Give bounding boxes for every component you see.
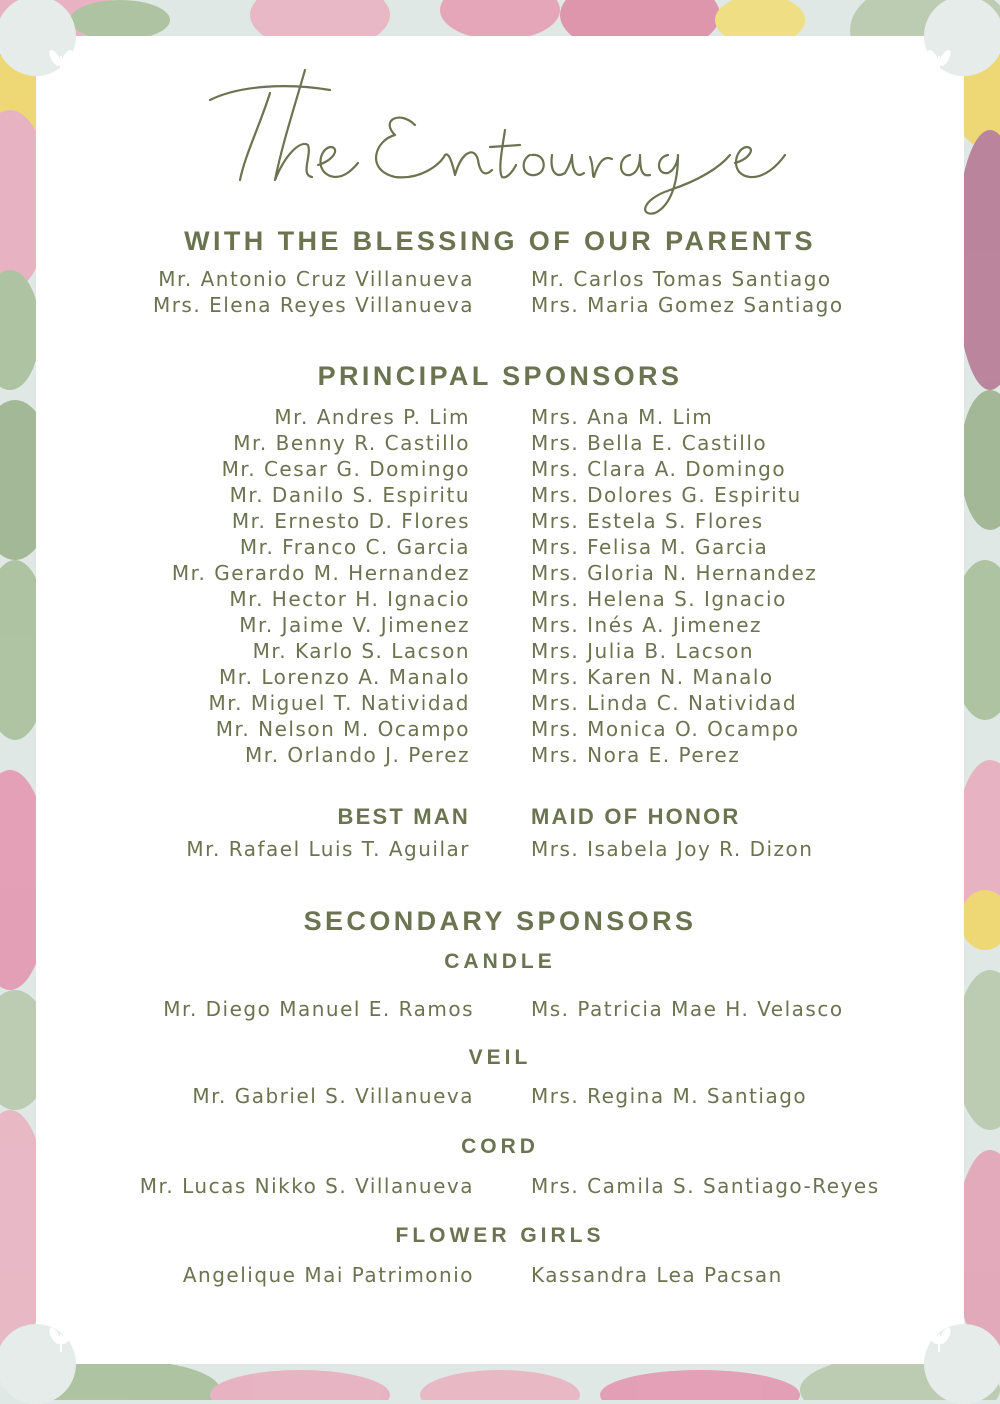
- sponsor-name: Mrs. Inés A. Jimenez: [531, 613, 763, 637]
- sponsor-name: Mr. Gerardo M. Hernandez: [171, 561, 470, 585]
- candle-left: [163, 996, 474, 1022]
- sponsor-name: Mrs. Karen N. Manalo: [531, 665, 774, 689]
- leaf-sprig-icon: [924, 1324, 954, 1354]
- best-man-name-text: Mr. Rafael Luis T. Aguilar: [186, 837, 470, 861]
- sponsor-name: Mr. Benny R. Castillo: [233, 431, 470, 455]
- veil-right: [531, 1083, 807, 1109]
- best-man-label: BEST MAN: [337, 804, 470, 829]
- groom-parents: [153, 266, 474, 318]
- maid-of-honor-name: [531, 836, 813, 862]
- sponsor-name: Mrs. Regina M. Santiago: [531, 1084, 808, 1108]
- maid-of-honor-label: MAID OF HONOR: [531, 804, 741, 829]
- sponsor-name: Mrs. Julia B. Lacson: [531, 639, 755, 663]
- maid-of-honor-name-text: Mrs. Isabela Joy R. Dizon: [531, 837, 814, 861]
- sponsor-name: Mrs. Camila S. Santiago-Reyes: [531, 1174, 880, 1198]
- sponsor-name: Mrs. Ana M. Lim: [531, 405, 714, 429]
- parents-heading: WITH THE BLESSING OF OUR PARENTS: [184, 226, 816, 256]
- flower-girls-heading: FLOWER GIRLS: [395, 1224, 605, 1247]
- sponsor-name: Mr. Danilo S. Espiritu: [229, 483, 470, 507]
- bride-parents: [531, 266, 844, 318]
- sponsor-name: Mrs. Linda C. Natividad: [531, 691, 798, 715]
- sponsor-name: Mrs. Dolores G. Espiritu: [531, 483, 802, 507]
- title-lettering: [200, 55, 800, 225]
- cord-right: [531, 1173, 880, 1199]
- cord-left: [140, 1173, 474, 1199]
- sponsor-name: Mr. Lorenzo A. Manalo: [218, 665, 470, 689]
- sponsor-name: Mr. Diego Manuel E. Ramos: [163, 997, 474, 1021]
- title-script: [0, 55, 1000, 225]
- principal-sponsors-women: [531, 404, 817, 768]
- sponsor-name: Mrs. Monica O. Ocampo: [531, 717, 800, 741]
- parent-name: Mrs. Elena Reyes Villanueva: [152, 293, 474, 317]
- secondary-sponsors-heading: SECONDARY SPONSORS: [303, 906, 697, 936]
- sponsor-name: Mr. Jaime V. Jimenez: [239, 613, 470, 637]
- sponsor-name: Mr. Gabriel S. Villanueva: [192, 1084, 474, 1108]
- sponsor-name: Mr. Franco C. Garcia: [239, 535, 470, 559]
- sponsor-name: Mrs. Clara A. Domingo: [531, 457, 787, 481]
- corner-ornament: [924, 1324, 1000, 1404]
- flower-girls-right: [531, 1262, 783, 1288]
- sponsor-name: Mrs. Helena S. Ignacio: [531, 587, 787, 611]
- candle-right: [531, 996, 844, 1022]
- sponsor-name: Mr. Lucas Nikko S. Villanueva: [139, 1174, 474, 1198]
- sponsor-name: Mr. Andres P. Lim: [274, 405, 470, 429]
- best-man-name: [186, 836, 470, 862]
- leaf-sprig-icon: [46, 1324, 76, 1354]
- sponsor-name: Mr. Miguel T. Natividad: [208, 691, 470, 715]
- cord-heading: CORD: [461, 1135, 539, 1158]
- sponsor-name: Mrs. Bella E. Castillo: [531, 431, 768, 455]
- sponsor-name: Mrs. Nora E. Perez: [531, 743, 741, 767]
- parent-name: Mrs. Maria Gomez Santiago: [531, 293, 844, 317]
- veil-left: [192, 1083, 474, 1109]
- sponsor-name: Mrs. Estela S. Flores: [531, 509, 764, 533]
- sponsor-name: Mrs. Felisa M. Garcia: [531, 535, 769, 559]
- sponsor-name: Mr. Hector H. Ignacio: [229, 587, 470, 611]
- sponsor-name: Mr. Nelson M. Ocampo: [215, 717, 470, 741]
- sponsor-name: Mr. Ernesto D. Flores: [231, 509, 470, 533]
- sponsor-name: Mr. Orlando J. Perez: [245, 743, 470, 767]
- flower-girl-name: Angelique Mai Patrimonio: [182, 1263, 474, 1287]
- parent-name: Mr. Carlos Tomas Santiago: [531, 267, 832, 291]
- flower-girls-left: [183, 1262, 474, 1288]
- veil-heading: VEIL: [468, 1046, 532, 1069]
- sponsor-name: Mrs. Gloria N. Hernandez: [531, 561, 818, 585]
- flower-girl-name: Kassandra Lea Pacsan: [531, 1263, 783, 1287]
- candle-heading: CANDLE: [444, 950, 556, 973]
- principal-sponsors-heading: PRINCIPAL SPONSORS: [317, 361, 683, 391]
- parent-name: Mr. Antonio Cruz Villanueva: [158, 267, 474, 291]
- sponsor-name: Mr. Cesar G. Domingo: [221, 457, 470, 481]
- sponsor-name: Ms. Patricia Mae H. Velasco: [531, 997, 844, 1021]
- sponsor-name: Mr. Karlo S. Lacson: [252, 639, 470, 663]
- principal-sponsors-men: [172, 404, 470, 768]
